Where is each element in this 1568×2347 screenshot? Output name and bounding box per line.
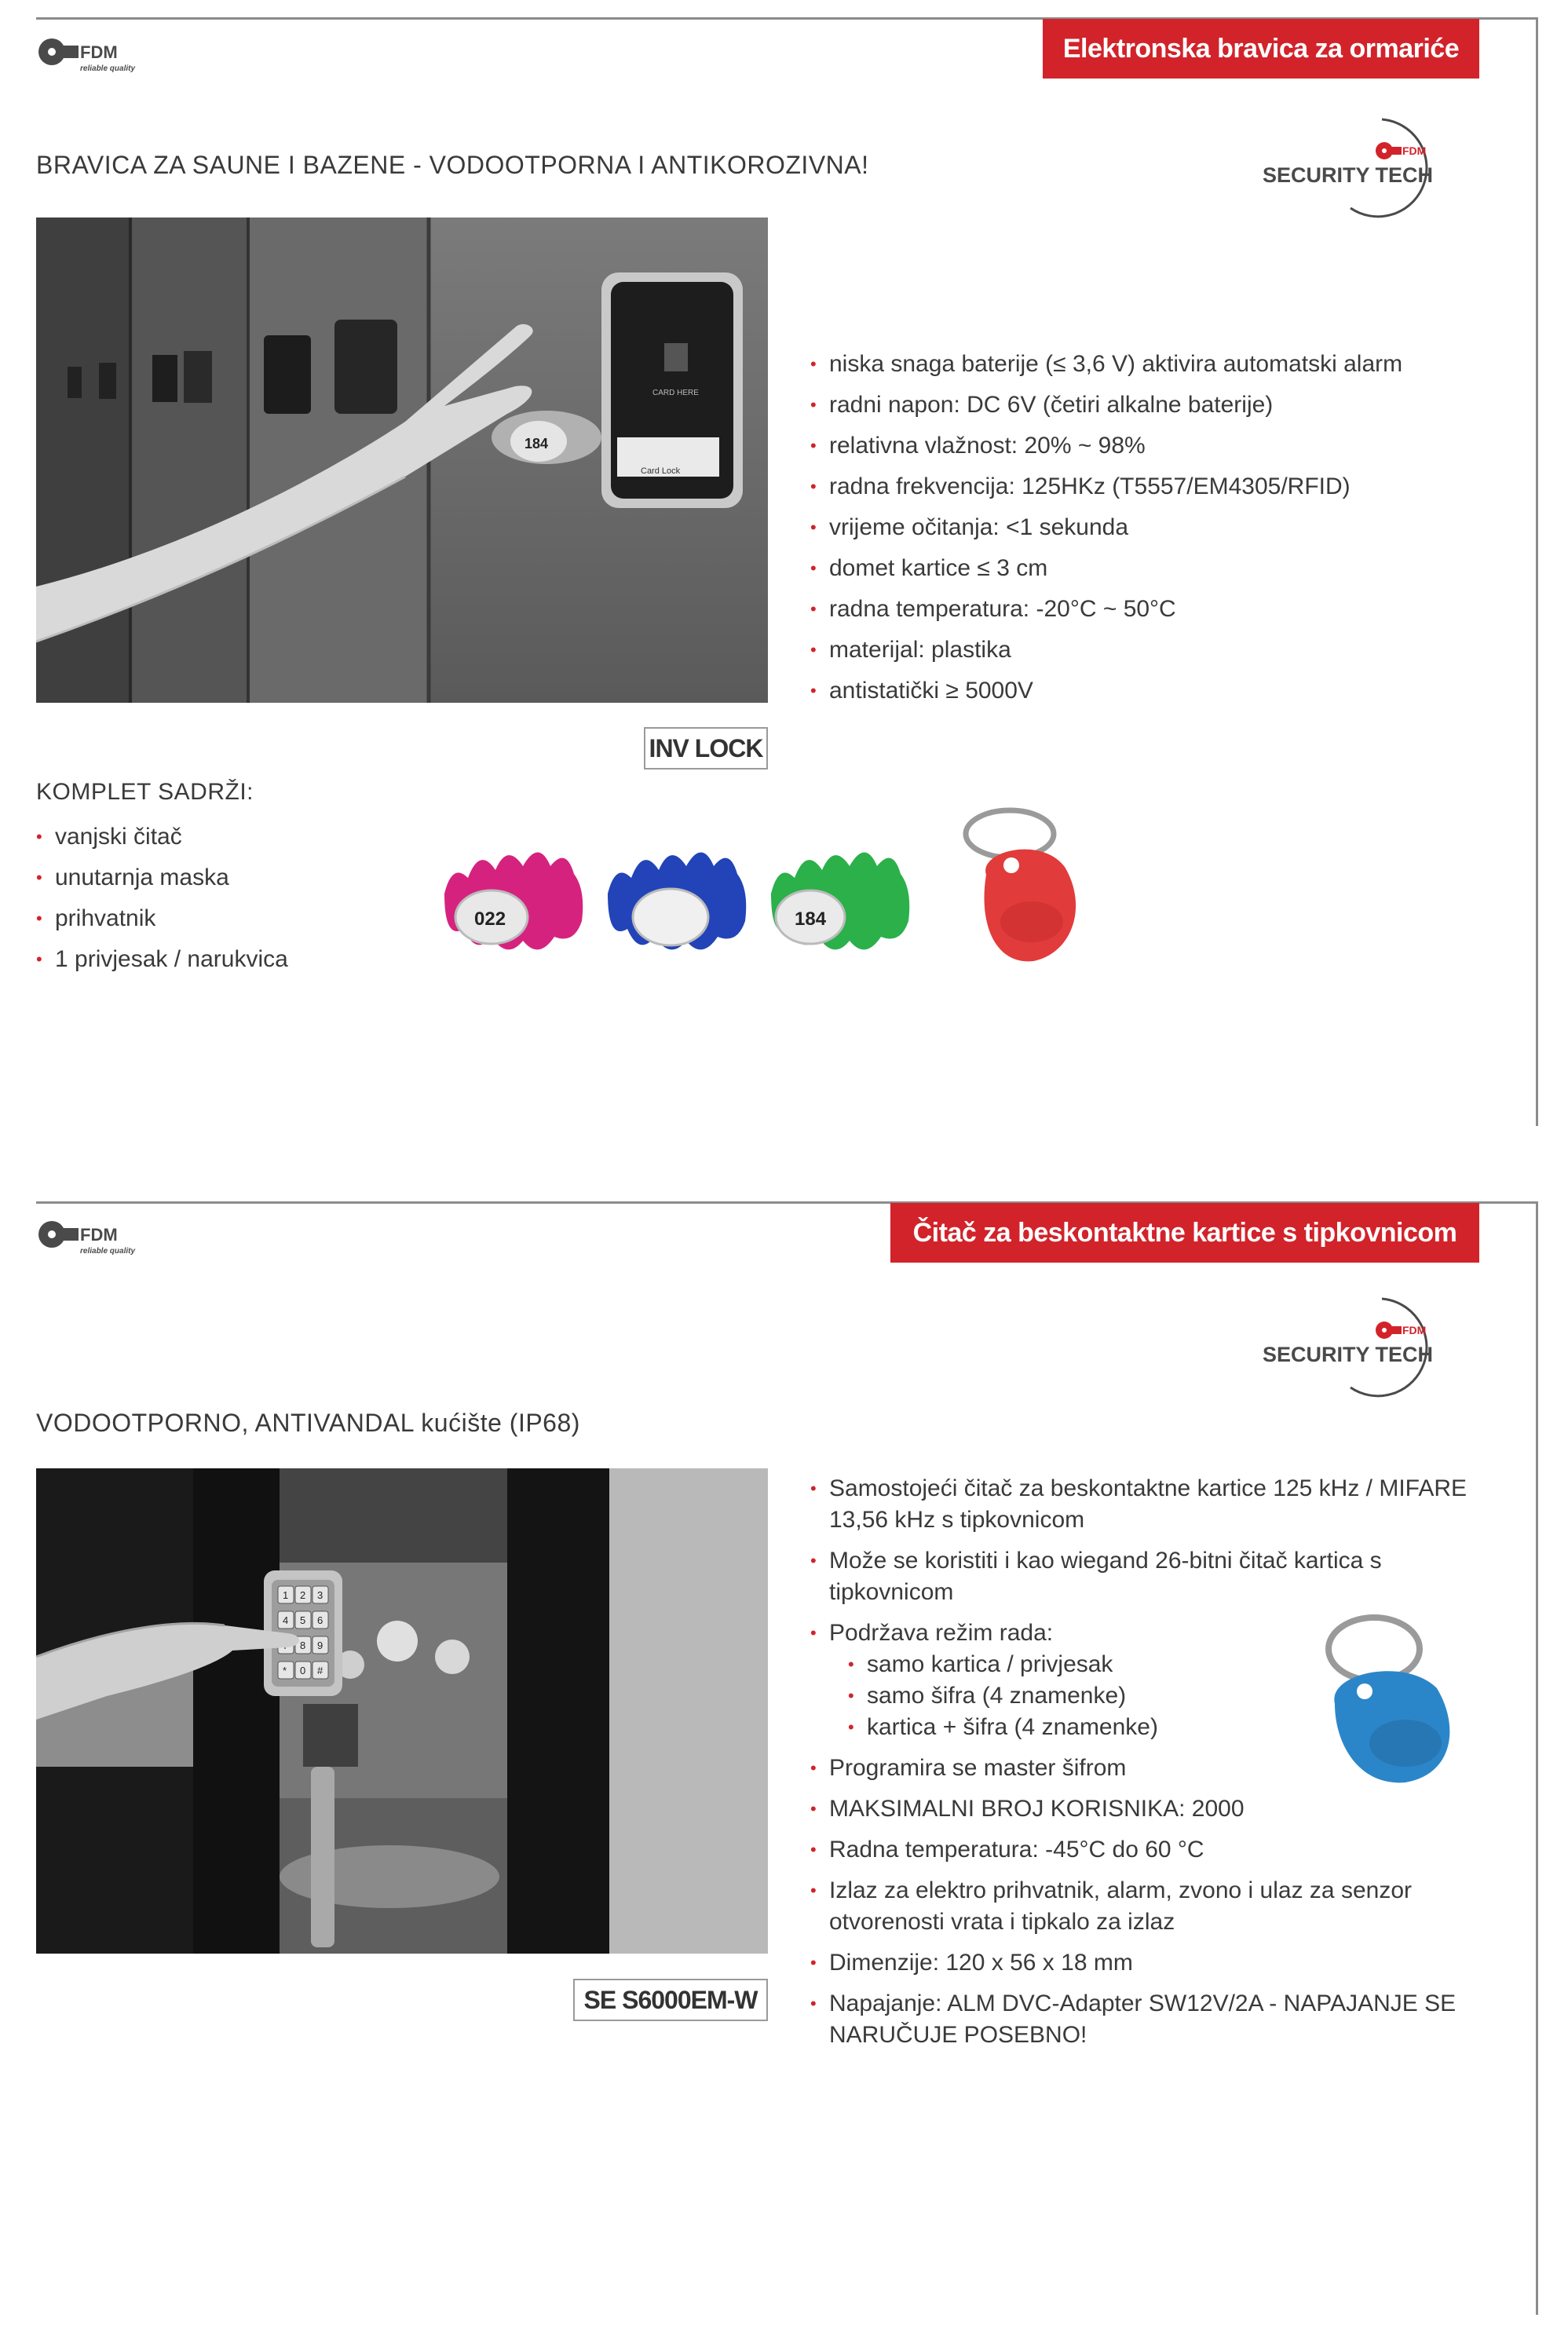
keyfob-red-image xyxy=(947,804,1112,969)
right-rule-2 xyxy=(1536,1201,1538,2315)
spec-item: • radni napon: DC 6V (četiri alkalne baterije) xyxy=(810,385,1517,426)
svg-text:reliable quality: reliable quality xyxy=(80,64,136,73)
keypad-door-photo xyxy=(36,1468,768,1954)
fdm-logo xyxy=(36,1214,162,1261)
svg-text:SECURITY TECH: SECURITY TECH xyxy=(1263,1343,1434,1366)
spec-list xyxy=(810,344,1517,711)
wristband-green-image xyxy=(763,839,928,964)
spec-item: • materijal: plastika xyxy=(810,630,1517,671)
spec-item: • Izlaz za elektro prihvatnik, alarm, zvono i ulaz za senzor otvorenosti vrata i tipkalo za izlaz xyxy=(810,1875,1501,1938)
svg-text:3: 3 xyxy=(317,1589,323,1601)
security-tech-logo xyxy=(1256,110,1460,220)
spec-item: • domet kartice ≤ 3 cm xyxy=(810,548,1517,589)
svg-text:FDM: FDM xyxy=(1402,144,1427,157)
svg-text:FDM: FDM xyxy=(80,42,118,62)
spec-item: • Radna temperatura: -45°C do 60 °C xyxy=(810,1834,1501,1866)
spec-item: • Napajanje: ALM DVC-Adapter SW12V/2A - NAPAJANJE SE NARUČUJE POSEBNO! xyxy=(810,1988,1501,2051)
svg-text:#: # xyxy=(317,1665,323,1676)
kit-item: • unutarnja maska xyxy=(36,857,429,898)
product-heading: VODOOTPORNO, ANTIVANDAL kućište (IP68) xyxy=(36,1409,580,1437)
spec-item: • vrijeme očitanja: <1 sekunda xyxy=(810,507,1517,548)
spec-item: • Programira se master šifrom xyxy=(810,1753,1501,1784)
security-tech-logo xyxy=(1256,1289,1460,1399)
section-title-badge: Elektronska bravica za ormariće xyxy=(1043,19,1479,79)
product-code-label: SE S6000EM-W xyxy=(573,1979,768,2021)
spec-item: • Dimenzije: 120 x 56 x 18 mm xyxy=(810,1947,1501,1979)
spec-item: • antistatički ≥ 5000V xyxy=(810,671,1517,711)
kit-list xyxy=(36,817,429,980)
mode-item: • kartica + šifra (4 znamenke) xyxy=(848,1712,1501,1743)
kit-item: • prihvatnik xyxy=(36,898,429,939)
svg-text:184: 184 xyxy=(795,908,827,930)
svg-text:FDM: FDM xyxy=(80,1225,118,1245)
svg-text:CARD HERE: CARD HERE xyxy=(652,389,699,397)
spec-item: • radna frekvencija: 125HKz (T5557/EM4305/RFID) xyxy=(810,466,1517,507)
product-heading: BRAVICA ZA SAUNE I BAZENE - VODOOTPORNA I ANTIKOROZIVNA! xyxy=(36,151,869,179)
spec-item: • Samostojeći čitač za beskontaktne kartice 125 kHz / MIFARE 13,56 kHz s tipkovnicom xyxy=(810,1473,1501,1536)
right-rule-1 xyxy=(1536,17,1538,1126)
kit-item: • vanjski čitač xyxy=(36,817,429,857)
svg-text:2: 2 xyxy=(300,1589,306,1601)
fdm-logo xyxy=(36,31,162,79)
svg-text:FDM: FDM xyxy=(1402,1324,1427,1336)
kit-title: KOMPLET SADRŽI: xyxy=(36,779,254,805)
spec-item: • Može se koristiti i kao wiegand 26-bitni čitač kartica s tipkovnicom xyxy=(810,1545,1501,1608)
spec-item: • relativna vlažnost: 20% ~ 98% xyxy=(810,426,1517,466)
spec-item: • niska snaga baterije (≤ 3,6 V) aktivira automatski alarm xyxy=(810,344,1517,385)
svg-text:*: * xyxy=(283,1665,287,1676)
wristband-blue-image xyxy=(600,839,757,964)
svg-text:SECURITY TECH: SECURITY TECH xyxy=(1263,163,1434,187)
wristband-pink-image xyxy=(437,839,608,964)
kit-item: • 1 privjesak / narukvica xyxy=(36,939,429,980)
spec-item: • MAKSIMALNI BROJ KORISNIKA: 2000 xyxy=(810,1793,1501,1825)
svg-text:6: 6 xyxy=(317,1614,323,1626)
keyfob-blue-image xyxy=(1303,1610,1484,1790)
svg-text:1: 1 xyxy=(283,1589,289,1601)
locker-photo xyxy=(36,218,768,703)
svg-text:Card Lock: Card Lock xyxy=(641,466,681,476)
svg-text:022: 022 xyxy=(474,908,506,930)
spec-item: • radna temperatura: -20°C ~ 50°C xyxy=(810,589,1517,630)
section-title-badge: Čitač za beskontaktne kartice s tipkovnicom xyxy=(890,1203,1479,1263)
svg-text:8: 8 xyxy=(300,1640,306,1651)
mode-item: • samo kartica / privjesak xyxy=(848,1649,1501,1680)
svg-text:9: 9 xyxy=(317,1640,323,1651)
svg-text:4: 4 xyxy=(283,1614,289,1626)
product-code-label: INV LOCK xyxy=(644,727,768,770)
svg-text:reliable quality: reliable quality xyxy=(80,1247,136,1256)
svg-text:0: 0 xyxy=(300,1665,306,1676)
svg-text:184: 184 xyxy=(524,436,549,451)
svg-text:5: 5 xyxy=(300,1614,306,1626)
spec-item-text: Podržava režim rada: xyxy=(829,1620,1054,1646)
mode-item: • samo šifra (4 znamenke) xyxy=(848,1680,1501,1712)
